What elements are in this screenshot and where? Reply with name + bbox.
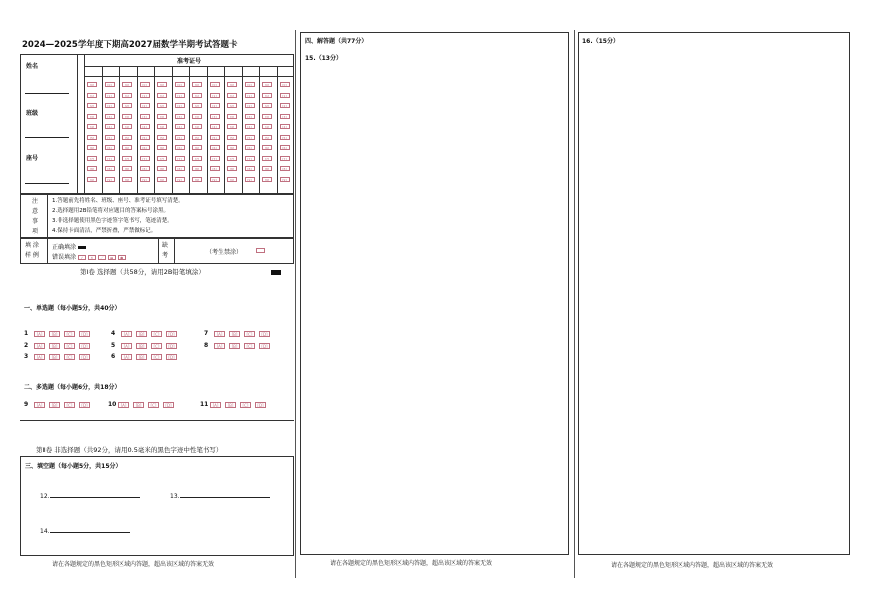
exam-id-bubble[interactable]: [1] [280,93,290,98]
option-d-bubble[interactable]: [D] [79,354,90,360]
exam-id-bubble[interactable]: [8] [122,166,132,171]
exam-id-bubble[interactable]: [8] [245,166,255,171]
exam-id-bubble[interactable]: [3] [105,114,115,119]
blank-14[interactable]: 14. [40,528,130,535]
exam-id-bubble[interactable]: [0] [122,82,132,87]
option-d-bubble[interactable]: [D] [79,402,90,408]
exam-id-bubble[interactable]: [4] [140,124,150,129]
exam-id-bubble[interactable]: [4] [87,124,97,129]
exam-id-bubble[interactable]: [0] [262,82,272,87]
wrong-check-mark: ✓ [78,255,86,260]
question-7-row [204,330,274,337]
exam-id-bubble[interactable]: [1] [210,93,220,98]
exam-id-bubble[interactable]: [9] [280,177,290,182]
exam-id-bubble[interactable]: [6] [227,145,237,150]
option-d-bubble[interactable]: [D] [79,343,90,349]
class-line[interactable] [25,137,69,138]
footer-col2: 请在各题规定的黑色矩形区域内答题，超出该区域的答案无效 [330,560,493,567]
multi-choice-title: 二、多选题（每小题6分，共18分） [24,384,121,391]
question-2-row [24,342,94,349]
option-a-bubble[interactable]: [A] [34,354,45,360]
seat-label: 座号 [26,155,39,162]
option-c-bubble[interactable]: [C] [64,402,75,408]
exam-id-bubble[interactable]: [6] [192,145,202,150]
exam-id-bubble[interactable]: [4] [280,124,290,129]
option-c-bubble[interactable]: [C] [64,343,75,349]
exam-id-bubble[interactable]: [7] [262,156,272,161]
exam-id-bubble[interactable]: [8] [157,166,167,171]
exam-id-bubble[interactable]: [9] [175,177,185,182]
exam-id-bubble[interactable]: [0] [105,82,115,87]
exam-id-bubble[interactable]: [7] [122,156,132,161]
question-number: 11 [200,401,209,408]
exam-id-bubble[interactable]: [0] [210,82,220,87]
exam-id-bubble[interactable]: [1] [105,93,115,98]
question-number: 2 [24,342,29,349]
option-c-bubble[interactable]: [C] [240,402,251,408]
fill-blank-title: 三、填空题（每小题5分，共15分） [25,463,122,470]
exam-id-bubble[interactable]: [4] [157,124,167,129]
exam-id-label: 准考证号 [176,58,201,65]
fill-correct-label: 正确填涂 [52,244,77,251]
absent-label: 缺 考 [162,242,169,259]
exam-id-bubble[interactable]: [1] [262,93,272,98]
notes-label: 注 意 事 项 [32,198,39,235]
option-c-bubble[interactable]: [C] [244,331,255,337]
exam-id-bubble[interactable]: [8] [87,166,97,171]
option-d-bubble[interactable]: [D] [259,331,270,337]
exam-id-bubble[interactable]: [6] [87,145,97,150]
question-5-row [111,342,181,349]
exam-id-bubble[interactable]: [2] [262,103,272,108]
exam-id-bubble[interactable]: [8] [140,166,150,171]
exam-id-bubble[interactable]: [9] [210,177,220,182]
exam-id-bubble[interactable]: [5] [210,135,220,140]
wrong-slash-mark: ／ [98,255,106,260]
option-b-bubble[interactable]: [B] [136,343,147,349]
option-a-bubble[interactable]: [A] [118,402,129,408]
absent-bubble[interactable] [256,248,265,253]
exam-id-bubble[interactable]: [4] [105,124,115,129]
class-label: 班级 [26,110,39,117]
question-16-label: 16.（15分） [582,38,619,45]
option-b-bubble[interactable]: [B] [49,354,60,360]
exam-id-bubble[interactable]: [4] [175,124,185,129]
option-a-bubble[interactable]: [A] [214,331,225,337]
exam-id-bubble[interactable]: [9] [140,177,150,182]
wrong-partial-mark: ▬ [108,255,116,260]
option-c-bubble[interactable]: [C] [151,354,162,360]
question-number: 3 [24,353,29,360]
exam-id-bubble[interactable]: [3] [210,114,220,119]
option-a-bubble[interactable]: [A] [34,343,45,349]
question-4-row [111,330,181,337]
fill-label: 填 涂 样 例 [25,242,39,259]
exam-id-bubble[interactable]: [3] [245,114,255,119]
exam-id-bubble[interactable]: [6] [262,145,272,150]
exam-id-bubble[interactable]: [7] [280,156,290,161]
exam-id-bubble[interactable]: [8] [210,166,220,171]
exam-id-bubble[interactable]: [3] [122,114,132,119]
option-a-bubble[interactable]: [A] [214,343,225,349]
exam-id-bubble[interactable]: [1] [192,93,202,98]
exam-id-bubble[interactable]: [6] [105,145,115,150]
option-c-bubble[interactable]: [C] [151,331,162,337]
exam-id-bubble[interactable]: [1] [122,93,132,98]
exam-id-bubble[interactable]: [0] [157,82,167,87]
option-b-bubble[interactable]: [B] [49,331,60,337]
footer-col3: 请在各题规定的黑色矩形区域内答题，超出该区域的答案无效 [611,562,774,569]
single-choice-title: 一、单选题（每小题5分，共40分） [24,305,121,312]
question-number: 5 [111,342,116,349]
fill-wrong-label: 错误填涂 [52,254,77,261]
exam-id-bubble[interactable]: [8] [262,166,272,171]
exam-id-bubble[interactable]: [1] [175,93,185,98]
exam-id-bubble[interactable]: [2] [175,103,185,108]
exam-id-bubble[interactable]: [6] [245,145,255,150]
part1-title: 第Ⅰ卷 选择题（共58分，请用2B铅笔填涂） [80,268,205,276]
exam-id-bubble[interactable]: [6] [280,145,290,150]
question-3-row [24,353,94,360]
question-10-row [108,401,178,408]
exam-id-bubble[interactable]: [2] [210,103,220,108]
exam-id-bubble[interactable]: [6] [140,145,150,150]
exam-id-bubble[interactable]: [5] [175,135,185,140]
question-8-row [204,342,274,349]
blank-12[interactable]: 12. [40,493,140,500]
exam-id-bubble[interactable]: [9] [262,177,272,182]
option-b-bubble[interactable]: [B] [225,402,236,408]
name-line[interactable] [25,93,69,94]
exam-id-bubble[interactable]: [3] [227,114,237,119]
question-11-row [200,401,270,408]
exam-id-bubble[interactable]: [0] [280,82,290,87]
exam-id-bubble[interactable]: [2] [87,103,97,108]
exam-id-bubble[interactable]: [5] [245,135,255,140]
wrong-cross-mark: ✕ [88,255,96,260]
option-b-bubble[interactable]: [B] [136,331,147,337]
blank-13[interactable]: 13. [170,493,270,500]
option-c-bubble[interactable]: [C] [64,331,75,337]
option-b-bubble[interactable]: [B] [229,331,240,337]
question-6-row [111,353,181,360]
exam-id-bubble[interactable]: [1] [87,93,97,98]
exam-id-bubble[interactable]: [6] [122,145,132,150]
exam-id-bubble[interactable]: [4] [192,124,202,129]
exam-id-bubble[interactable]: [5] [122,135,132,140]
exam-id-bubble[interactable]: [7] [157,156,167,161]
exam-id-bubble[interactable]: [2] [140,103,150,108]
option-a-bubble[interactable]: [A] [210,402,221,408]
exam-id-bubble[interactable]: [4] [245,124,255,129]
exam-id-bubble[interactable]: [5] [280,135,290,140]
exam-id-bubble[interactable]: [2] [157,103,167,108]
exam-id-bubble[interactable]: [6] [175,145,185,150]
exam-id-bubble[interactable]: [8] [192,166,202,171]
exam-id-bubble[interactable]: [7] [192,156,202,161]
option-d-bubble[interactable]: [D] [259,343,270,349]
exam-id-bubble[interactable]: [2] [245,103,255,108]
exam-id-bubble[interactable]: [9] [245,177,255,182]
exam-id-bubble[interactable]: [0] [87,82,97,87]
exam-id-bubble[interactable]: [4] [227,124,237,129]
name-label: 姓名 [26,63,39,70]
exam-id-bubble[interactable]: [7] [245,156,255,161]
exam-id-bubble[interactable]: [3] [175,114,185,119]
option-d-bubble[interactable]: [D] [166,343,177,349]
option-a-bubble[interactable]: [A] [34,331,45,337]
exam-id-bubble[interactable]: [7] [210,156,220,161]
exam-id-bubble[interactable]: [5] [262,135,272,140]
question-1-row [24,330,94,337]
option-c-bubble[interactable]: [C] [148,402,159,408]
exam-id-bubble[interactable]: [4] [122,124,132,129]
exam-id-bubble[interactable]: [6] [157,145,167,150]
exam-id-bubble[interactable]: [5] [157,135,167,140]
exam-id-bubble[interactable]: [9] [227,177,237,182]
option-a-bubble[interactable]: [A] [121,354,132,360]
exam-id-bubble[interactable]: [7] [105,156,115,161]
exam-id-bubble[interactable]: [5] [192,135,202,140]
exam-id-columns [84,66,294,194]
question-9-row [24,401,94,408]
notes-list: 1.答题前先将姓名、班级、座号、准考证号填写清楚。 2.选择题用2B铅笔将对应题目的答案标号涂黑。 3.非选择题使用黑色字迹签字笔书写，笔迹清楚。 4.保持卡面清洁，严禁折叠，严禁做标记。 [52,198,184,234]
fill-correct-mark [78,246,86,249]
exam-id-bubble[interactable]: [6] [210,145,220,150]
exam-id-bubble[interactable]: [3] [87,114,97,119]
exam-id-bubble[interactable]: [1] [227,93,237,98]
exam-id-bubble[interactable]: [7] [175,156,185,161]
exam-id-bubble[interactable]: [0] [175,82,185,87]
answer-box-16[interactable] [578,32,850,555]
option-d-bubble[interactable]: [D] [79,331,90,337]
wrong-dot-mark: ● [118,255,126,260]
option-b-bubble[interactable]: [B] [229,343,240,349]
question-number: 9 [24,401,29,408]
question-number: 8 [204,342,209,349]
exam-id-bubble[interactable]: [2] [280,103,290,108]
exam-id-bubble[interactable]: [3] [157,114,167,119]
exam-id-bubble[interactable]: [0] [227,82,237,87]
answer-box-15[interactable] [300,32,569,555]
fill-blank-box [20,456,294,556]
exam-id-bubble[interactable]: [9] [157,177,167,182]
exam-id-bubble[interactable]: [8] [227,166,237,171]
exam-id-bubble[interactable]: [1] [245,93,255,98]
exam-id-bubble[interactable]: [3] [192,114,202,119]
exam-id-bubble[interactable]: [9] [105,177,115,182]
exam-id-bubble[interactable]: [2] [192,103,202,108]
exam-id-bubble[interactable]: [7] [140,156,150,161]
option-b-bubble[interactable]: [B] [49,343,60,349]
exam-id-bubble[interactable]: [7] [227,156,237,161]
exam-id-bubble[interactable]: [5] [140,135,150,140]
exam-id-bubble[interactable]: [3] [280,114,290,119]
exam-id-bubble[interactable]: [1] [157,93,167,98]
exam-id-bubble[interactable]: [8] [175,166,185,171]
exam-id-bubble[interactable]: [0] [140,82,150,87]
option-a-bubble[interactable]: [A] [34,402,45,408]
option-c-bubble[interactable]: [C] [151,343,162,349]
option-b-bubble[interactable]: [B] [49,402,60,408]
option-c-bubble[interactable]: [C] [244,343,255,349]
exam-id-bubble[interactable]: [8] [280,166,290,171]
option-b-bubble[interactable]: [B] [136,354,147,360]
footer-col1: 请在各题规定的黑色矩形区域内答题，超出该区域的答案无效 [52,561,215,568]
question-number: 10 [108,401,117,408]
exam-id-bubble[interactable]: [5] [227,135,237,140]
exam-id-bubble[interactable]: [8] [105,166,115,171]
exam-id-bubble[interactable]: [2] [227,103,237,108]
answer-section-title: 四、解答题（共77分） [305,38,368,45]
exam-id-bubble[interactable]: [9] [87,177,97,182]
question-number: 4 [111,330,116,337]
exam-id-bubble[interactable]: [3] [262,114,272,119]
part2-title: 第Ⅱ卷 非选择题（共92分，请用0.5毫米的黑色字迹中性笔书写） [36,446,223,454]
option-d-bubble[interactable]: [D] [166,331,177,337]
option-c-bubble[interactable]: [C] [64,354,75,360]
option-d-bubble[interactable]: [D] [166,354,177,360]
position-marker [271,270,281,275]
exam-id-bubble[interactable]: [3] [140,114,150,119]
exam-id-bubble[interactable]: [5] [105,135,115,140]
exam-id-bubble[interactable]: [5] [87,135,97,140]
question-number: 6 [111,353,116,360]
exam-id-bubble[interactable]: [0] [245,82,255,87]
exam-id-bubble[interactable]: [0] [192,82,202,87]
question-number: 7 [204,330,209,337]
question-number: 1 [24,330,29,337]
exam-id-bubble[interactable]: [4] [262,124,272,129]
absent-text: （考生禁涂） [206,249,243,256]
exam-id-bubble[interactable]: [4] [210,124,220,129]
exam-id-bubble[interactable]: [7] [87,156,97,161]
exam-id-bubble[interactable]: [2] [122,103,132,108]
page-title: 2024—2025学年度下期高2027届数学半期考试答题卡 [22,40,238,50]
option-d-bubble[interactable]: [D] [255,402,266,408]
exam-id-bubble[interactable]: [9] [122,177,132,182]
option-a-bubble[interactable]: [A] [121,343,132,349]
option-b-bubble[interactable]: [B] [133,402,144,408]
exam-id-bubble[interactable]: [2] [105,103,115,108]
exam-id-bubble[interactable]: [1] [140,93,150,98]
seat-line[interactable] [25,183,69,184]
question-15-label: 15.（13分） [305,55,342,62]
option-a-bubble[interactable]: [A] [121,331,132,337]
option-d-bubble[interactable]: [D] [163,402,174,408]
exam-id-bubble[interactable]: [9] [192,177,202,182]
